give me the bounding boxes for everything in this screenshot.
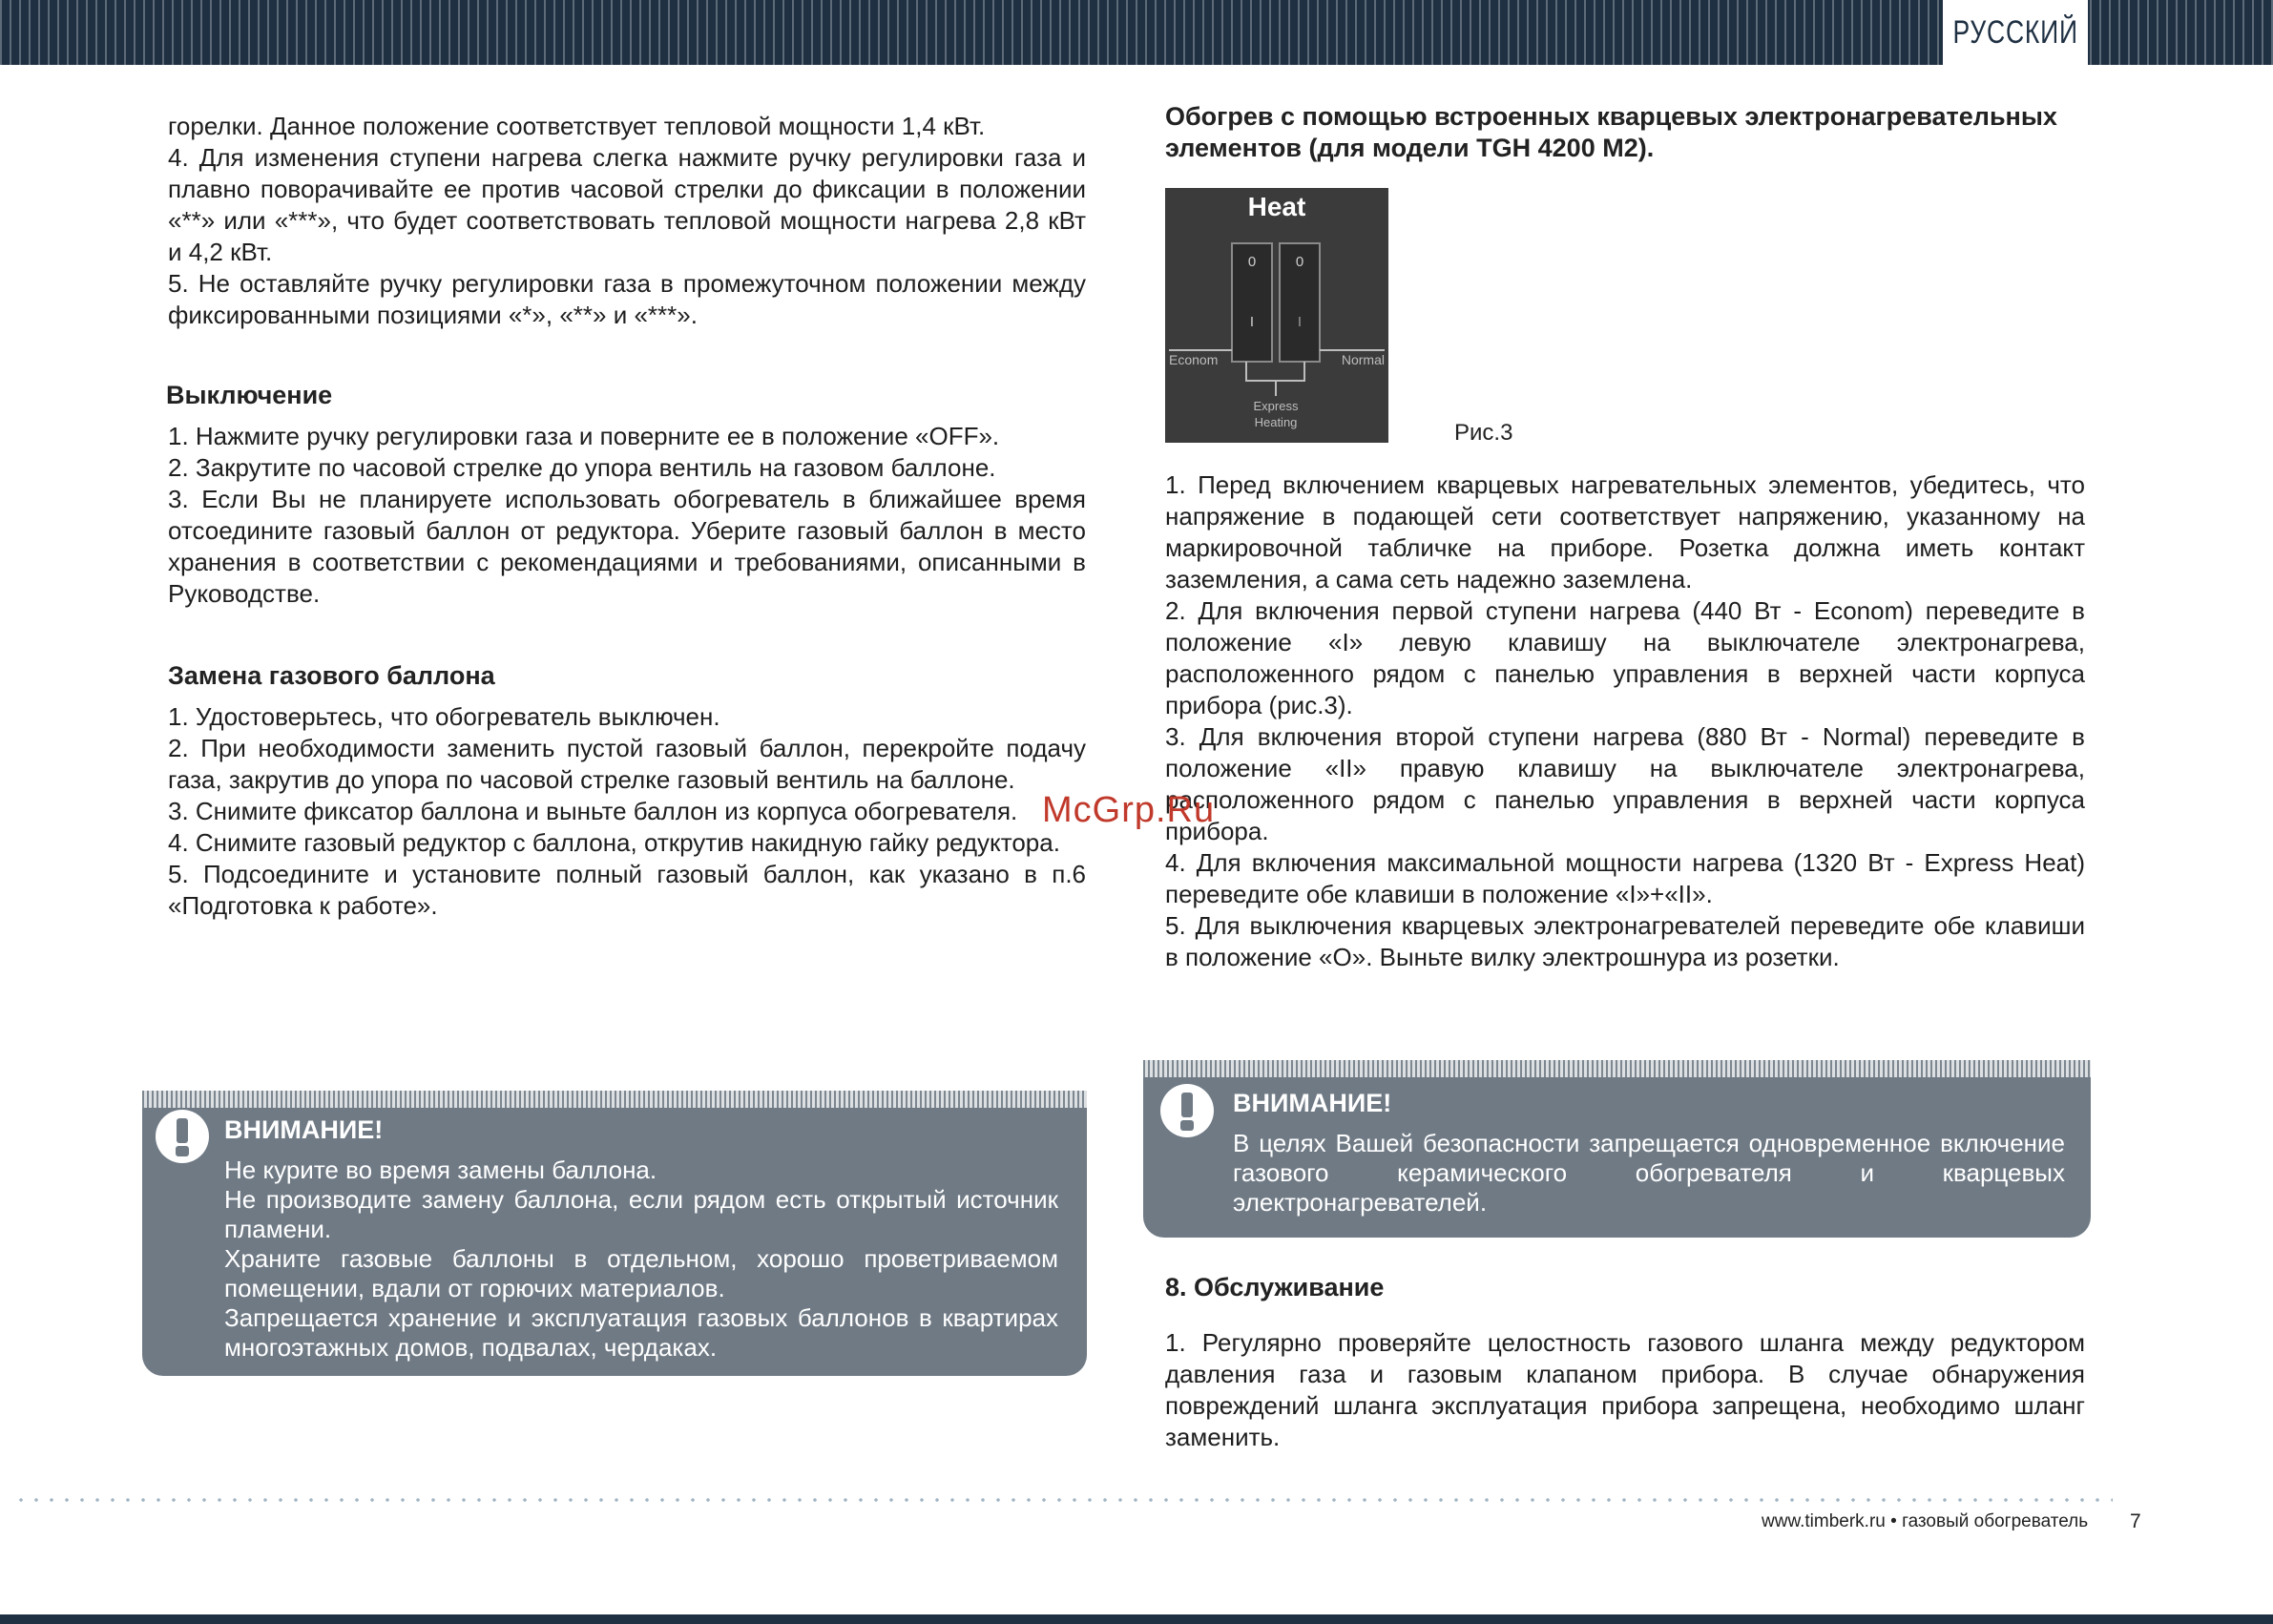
normal-label: Normal [1341,352,1385,367]
paragraph: 5. Для выключения кварцевых электронагревателей переведите обе клавиши в положение «O». Выньте вилку электрошнура из розетки. [1165,911,2085,971]
paragraph: 5. Не оставляйте ручку регулировки газа в промежуточном положении между фиксированными позициями «*», «**» и «***». [168,269,1086,329]
figure-caption: Рис.3 [1454,420,1513,446]
exclamation-icon [156,1110,209,1163]
left-switch-mark-bottom: I [1249,314,1255,330]
paragraph: 1. Перед включением кварцевых нагревательных элементов, убедитесь, что напряжение в подающей сети соответствует напряжению, указанному на маркировочной табличке на приборе. Розетка должна иметь контакт заземления, а сама сеть надежно заземлена. [1165,470,2085,593]
language-label: РУССКИЙ [1952,13,2078,51]
paragraph: 3. Для включения второй ступени нагрева (880 Вт - Normal) переведите в положение «II» правую клавишу на выключателе электронагрева, расположенного рядом с панелью управления в верхней части корпуса прибора. [1165,722,2085,845]
paragraph: 3. Если Вы не планируете использовать обогреватель в ближайшее время отсоедините газовый баллон от редуктора. Уберите газовый баллон в место хранения в соответствии с рекомендациями и требованиями, описанными в Руководстве. [168,485,1086,608]
warning-line: Не производите замену баллона, если рядом есть открытый источник пламени. [224,1185,1058,1243]
watermark-text: McGrp.Ru [1042,790,1216,830]
header-bar [0,0,2273,65]
heat-switch-figure [1165,188,1388,443]
bottom-bar [0,1614,2273,1624]
service-heading: 8. Обслуживание [1165,1273,1385,1301]
panel-title: Heat [1247,192,1306,221]
econom-label: Econom [1169,352,1219,367]
shutdown-heading: Выключение [166,381,333,409]
paragraph: 5. Подсоедините и установите полный газовый баллон, как указано в п.6 «Подготовка к работе». [168,860,1086,920]
paragraph: 2. При необходимости заменить пустой газовый баллон, перекройте подачу газа, закрутив до упора по часовой стрелке газовый вентиль на баллоне. [168,734,1086,794]
quartz-instructions [1165,469,2085,973]
language-tab [1943,0,2088,65]
paragraph: 1. Удостоверьтесь, что обогреватель выключен. [168,702,720,731]
quartz-heading: Обогрев с помощью встроенных кварцевых электронагревательных элементов (для модели TGH 4200 M2). [1165,102,2057,162]
footer-site-text: www.timberk.ru • газовый обогреватель [1762,1511,2089,1531]
right-switch-mark-top: 0 [1295,254,1304,270]
warning-line: В целях Вашей безопасности запрещается одновременное включение газового керамического обогревателя и кварцевых электронагревателей. [1233,1129,2065,1217]
warning-stripe [1143,1060,2091,1077]
warning-text [1233,1129,2065,1218]
warning-box-electric [1143,1060,2091,1238]
warning-line: Храните газовые баллоны в отдельном, хорошо проветриваемом помещении, вдали от горючих материалов. [224,1244,1058,1302]
page-number: 7 [2130,1510,2141,1532]
warning-text [224,1156,1058,1363]
warning-title: ВНИМАНИЕ! [224,1115,384,1144]
warning-box-gas [142,1091,1087,1376]
paragraph: 4. Снимите газовый редуктор с баллона, открутив накидную гайку редуктора. [168,828,1060,857]
shutdown-text [168,421,1086,610]
replace-heading: Замена газового баллона [168,661,495,690]
paragraph: 2. Для включения первой ступени нагрева (440 Вт - Econom) переведите в положение «I» левую клавишу на выключателе электронагрева, расположенного рядом с панелью управления в верхней части корпуса прибора (рис.3). [1165,596,2085,719]
paragraph: 4. Для изменения ступени нагрева слегка нажмите ручку регулировки газа и плавно поворачивайте ее против часовой стрелки до фиксации в положении «**» или «***», что будет соответствовать тепловой мощности нагрева 2,8 кВт и 4,2 кВт. [168,143,1086,266]
paragraph: 3. Снимите фиксатор баллона и выньте баллон из корпуса обогревателя. [168,797,1018,825]
paragraph: горелки. Данное положение соответствует тепловой мощности 1,4 кВт. [168,112,986,140]
left-switch-mark-top: 0 [1247,254,1257,270]
exclamation-icon [1160,1084,1214,1137]
service-text [1165,1327,2085,1453]
warning-stripe [142,1091,1087,1108]
intro-text [168,111,1086,331]
express-label: Express [1253,399,1299,413]
footer-dotted-line [13,1498,2113,1502]
paragraph: 4. Для включения максимальной мощности нагрева (1320 Вт - Express Heat) переведите обе клавиши в положение «I»+«II». [1165,848,2085,908]
heat-panel-illustration [1165,188,1388,443]
right-switch-mark-bottom: I [1297,314,1303,330]
warning-title: ВНИМАНИЕ! [1233,1089,1392,1117]
paragraph: 2. Закрутите по часовой стрелке до упора вентиль на газовом баллоне. [168,453,996,482]
heating-label: Heating [1254,415,1298,429]
warning-line: Не курите во время замены баллона. [224,1156,657,1184]
warning-line: Запрещается хранение и эксплуатация газовых баллонов в квартирах многоэтажных домов, подвалах, чердаках. [224,1303,1058,1362]
replace-text [168,701,1086,922]
paragraph: 1. Регулярно проверяйте целостность газового шланга между редуктором давления газа и газовым клапаном прибора. В случае обнаружения повреждений шланга эксплуатация прибора запрещена, необходимо шланг заменить. [1165,1328,2085,1451]
paragraph: 1. Нажмите ручку регулировки газа и поверните ее в положение «OFF». [168,422,1000,450]
